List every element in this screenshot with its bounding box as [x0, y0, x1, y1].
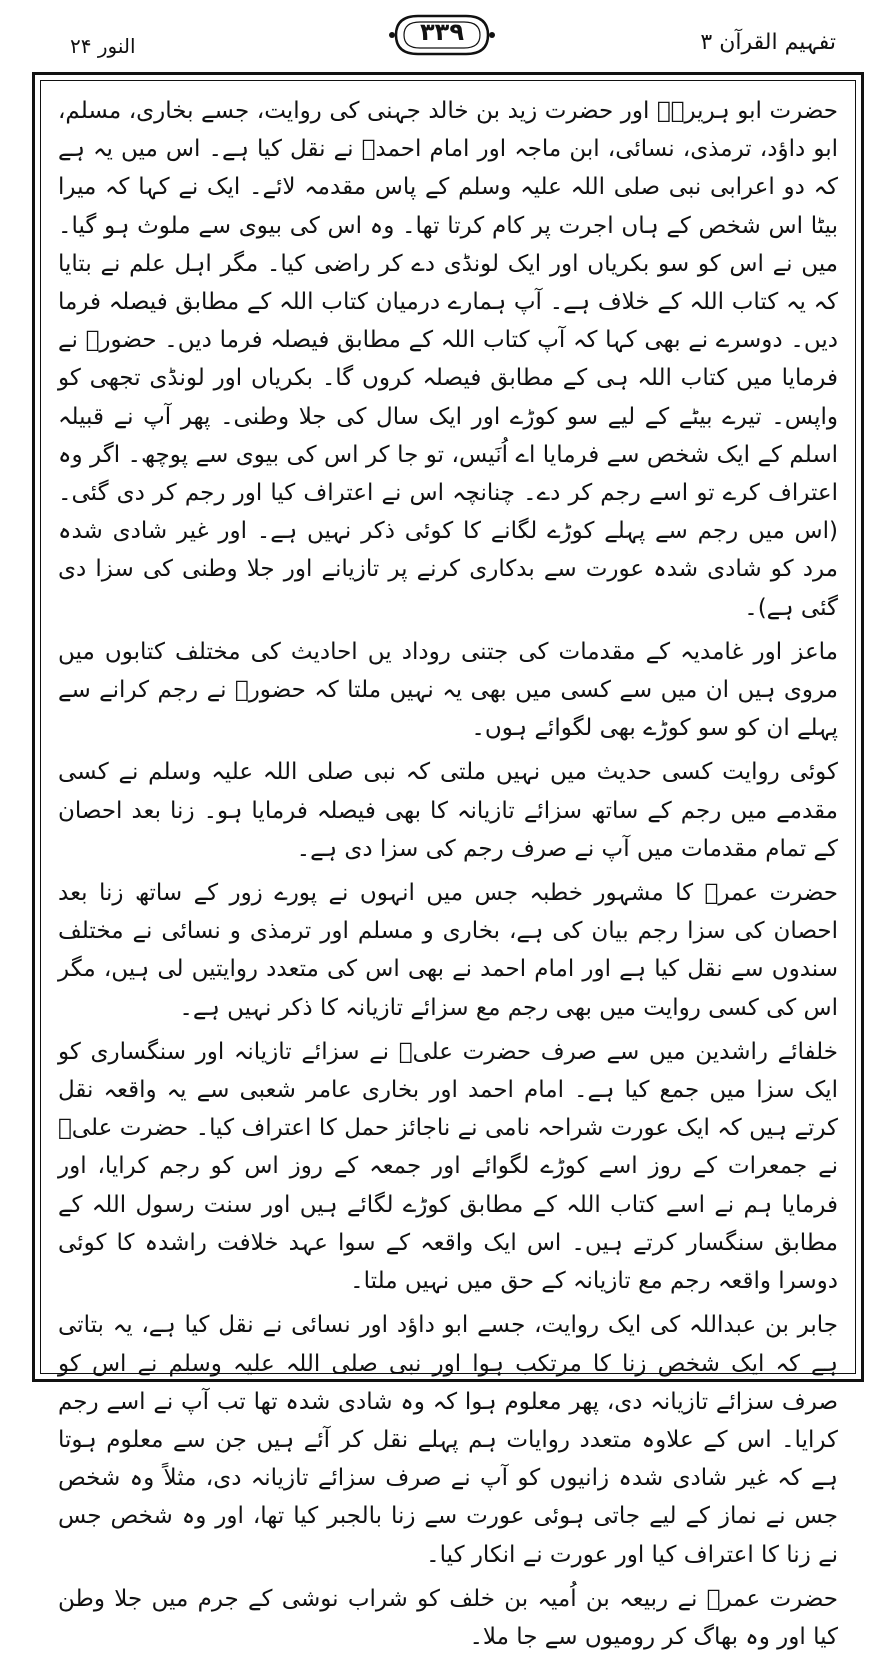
page-header: [0, 0, 896, 70]
paragraph: حضرت ابو ہریرہؓ اور حضرت زید بن خالد جہنی کی روایت، جسے بخاری، مسلم، ابو داؤد، ترمذی، نسائی، ابن ماجہ اور امام احمدؒ نے نقل کیا ہے۔ اس میں یہ ہے کہ دو اعرابی نبی صلی اللہ علیہ وسلم کے پاس مقدمہ لائے۔ ایک نے کہا کہ میرا بیٹا اس شخص کے ہاں اجرت پر کام کرتا تھا۔ وہ اس کی بیوی سے ملوث ہو گیا۔ میں نے اس کو سو بکریاں اور ایک لونڈی دے کر راضی کیا۔ مگر اہل علم نے بتایا کہ یہ کتاب اللہ کے خلاف ہے۔ آپ ہمارے درمیان کتاب اللہ کے مطابق فیصلہ فرما دیں۔ دوسرے نے بھی کہا کہ آپ کتاب اللہ کے مطابق فیصلہ فرما دیں۔ حضورؐ نے فرمایا میں کتاب اللہ ہی کے مطابق فیصلہ کروں گا۔ بکریاں اور لونڈی تجھی کو واپس۔ تیرے بیٹے کے لیے سو کوڑے اور ایک سال کی جلا وطنی۔ پھر آپ نے قبیلہ اسلم کے ایک شخص سے فرمایا اے اُنَیس، تو جا کر اس کی بیوی سے پوچھ۔ اگر وہ اعتراف کرے تو اسے رجم کر دے۔ چنانچہ اس نے اعتراف کیا اور رجم کر دی گئی۔ (اس میں رجم سے پہلے کوڑے لگانے کا کوئی ذکر نہیں ہے۔ اور غیر شادی شدہ مرد کو شادی شدہ عورت سے بدکاری کرنے پر تازیانے اور جلا وطنی کی سزا دی گئی ہے)۔: [58, 98, 838, 621]
body-text: [58, 92, 838, 1650]
paragraph: حضرت عمرؓ نے ربیعہ بن اُمیہ بن خلف کو شراب نوشی کے جرم میں جلا وطن کیا اور وہ بھاگ کر رومیوں سے جا ملا۔: [58, 1585, 838, 1650]
paragraph: خلفائے راشدین میں سے صرف حضرت علیؓ نے سزائے تازیانہ اور سنگساری کو ایک سزا میں جمع کیا ہے۔ امام احمد اور بخاری عامر شعبی سے یہ واقعہ نقل کرتے ہیں کہ ایک عورت شراحہ نامی نے ناجائز حمل کا اعتراف کیا۔ حضرت علیؓ نے جمعرات کے روز اسے کوڑے لگوائے اور جمعہ کے روز اس کو رجم کرایا، اور فرمایا ہم نے اسے کتاب اللہ کے مطابق کوڑے لگائے ہیں اور سنت رسول اللہ کے مطابق سنگسار کرتے ہیں۔ اس ایک واقعہ کے سوا عہد خلافت راشدہ کا کوئی دوسرا واقعہ رجم مع تازیانہ کے حق میں نہیں ملتا۔: [58, 1038, 838, 1295]
paragraph: حضرت عمرؓ کا مشہور خطبہ جس میں انہوں نے پورے زور کے ساتھ زنا بعد احصان کی سزا رجم بیان کی ہے، بخاری و مسلم اور ترمذی و نسائی نے مختلف سندوں سے نقل کیا ہے اور امام احمد نے بھی اس کی متعدد روایتیں لی ہیں، مگر اس کی کسی روایت میں بھی رجم مع سزائے تازیانہ کا ذکر نہیں ہے۔: [58, 880, 838, 1021]
paragraph: کوئی روایت کسی حدیث میں نہیں ملتی کہ نبی صلی اللہ علیہ وسلم نے کسی مقدمے میں رجم کے ساتھ سزائے تازیانہ کا بھی فیصلہ فرمایا ہو۔ زنا بعد احصان کے تمام مقدمات میں آپ نے صرف رجم کی سزا دی ہے۔: [58, 759, 838, 862]
page-number-badge: [388, 10, 496, 60]
paragraph: جابر بن عبداللہ کی ایک روایت، جسے ابو داؤد اور نسائی نے نقل کیا ہے، یہ بتاتی ہے کہ ایک شخص زنا کا مرتکب ہوا اور نبی صلی اللہ علیہ وسلم نے اس کو صرف سزائے تازیانہ دی، پھر معلوم ہوا کہ وہ شادی شدہ تھا تب آپ نے اسے رجم کرایا۔ اس کے علاوہ متعدد روایات ہم پہلے نقل کر آئے ہیں جن سے معلوم ہوتا ہے کہ غیر شادی شدہ زانیوں کو آپ نے صرف سزائے تازیانہ دی، مثلاً وہ شخص جس نے نماز کے لیے جاتی ہوئی عورت سے زنا بالجبر کیا تھا، اور وہ شخص جس نے زنا کا اعتراف کیا اور عورت نے انکار کیا۔: [58, 1312, 838, 1568]
paragraph: ماعز اور غامدیہ کے مقدمات کی جتنی روداد یں احادیث کی مختلف کتابوں میں مروی ہیں ان میں سے کسی میں بھی یہ نہیں ملتا کہ حضورؐ نے رجم کرانے سے پہلے ان کو سو کوڑے بھی لگوائے ہوں۔: [58, 638, 838, 742]
surah-label: النور ۲۴: [70, 34, 136, 58]
page-number: ۳۳۹: [420, 18, 464, 46]
book-title: تفہیم القرآن ۳: [700, 30, 836, 55]
